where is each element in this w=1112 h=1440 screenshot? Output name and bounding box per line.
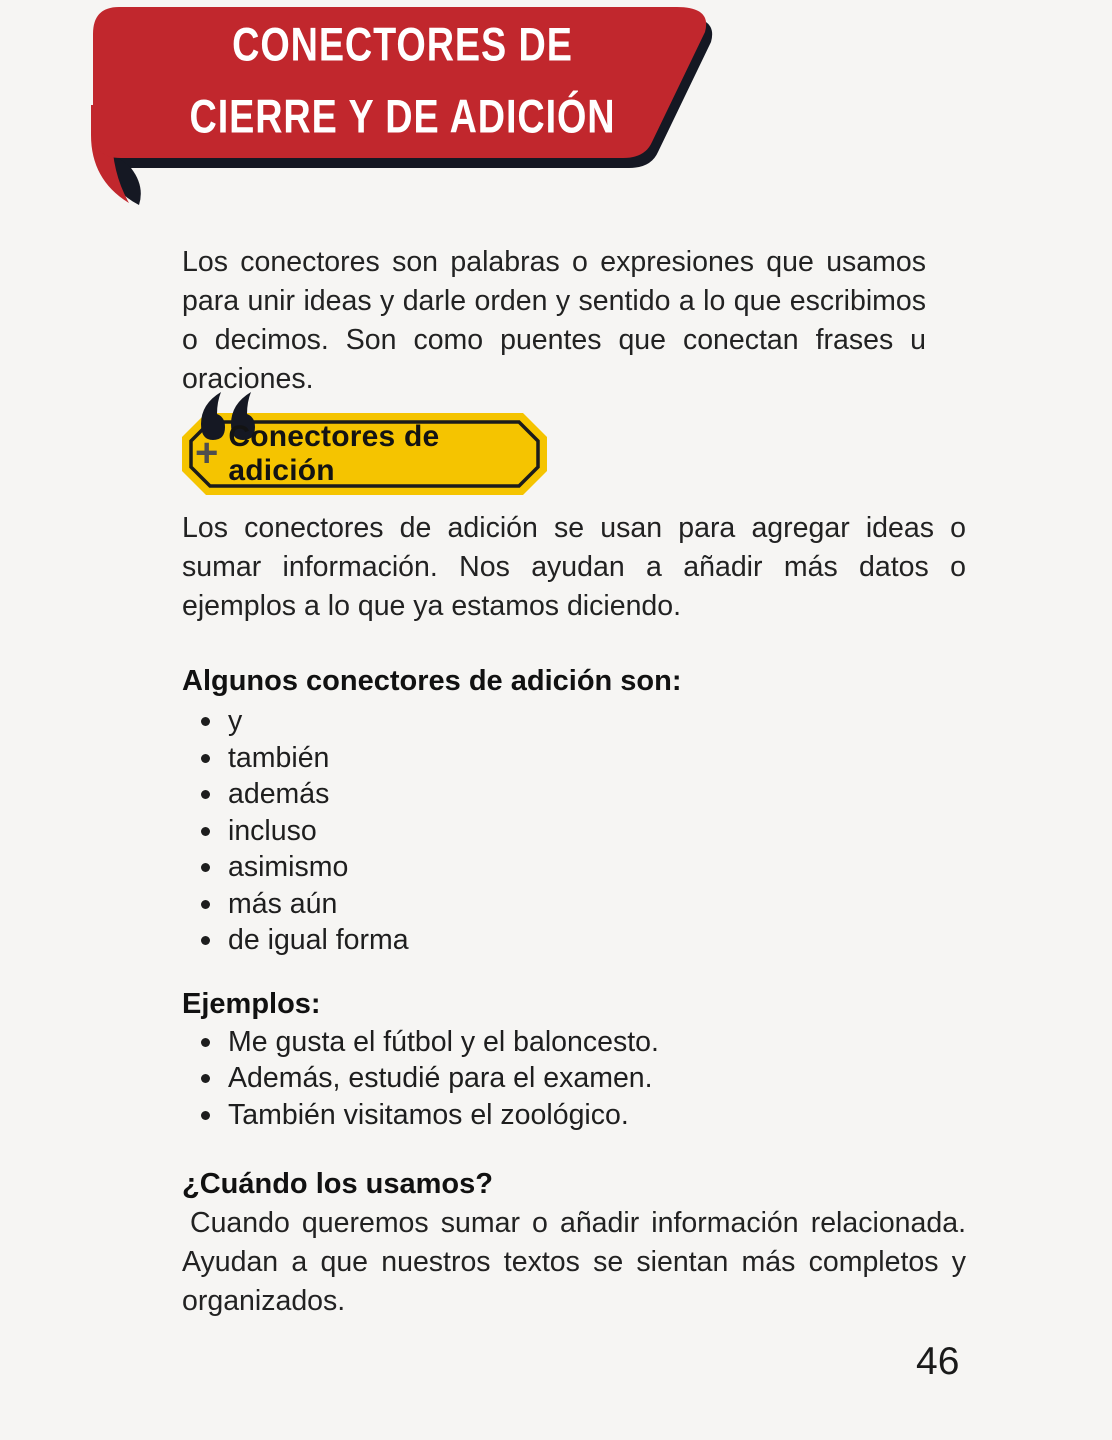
examples-list [182, 1024, 966, 1134]
list-item: más aún [182, 886, 966, 923]
content-column [182, 243, 966, 1321]
title-banner [85, 5, 720, 215]
list-item: además [182, 776, 966, 813]
banner-title-line1: CONECTORES DE [232, 18, 573, 71]
badge-content-row [182, 413, 547, 495]
page-number: 46 [916, 1340, 960, 1383]
intro-paragraph: Los conectores son palabras o expresiones que usamos para unir ideas y darle orden y sentido a lo que escribimos o decimos. Son como puentes que conectan frases u oraciones. [182, 246, 926, 395]
list-item: También visitamos el zoológico. [182, 1097, 966, 1134]
banner-title-line2: CIERRE Y DE ADICIÓN [189, 90, 616, 143]
list-item: y [182, 703, 966, 740]
list-item: Me gusta el fútbol y el baloncesto. [182, 1024, 966, 1061]
addition-connectors-badge [182, 413, 547, 495]
list-item: también [182, 740, 966, 777]
examples-heading: Ejemplos: [182, 987, 321, 1020]
connectors-list [182, 703, 966, 959]
badge-label: Conectores de adición [228, 420, 440, 487]
plus-icon: + [195, 431, 219, 475]
list-item: incluso [182, 813, 966, 850]
addition-paragraph: Los conectores de adición se usan para agregar ideas o sumar información. Nos ayudan a añadir más datos o ejemplos a lo que ya estamos diciendo. [182, 512, 966, 622]
list-item: de igual forma [182, 922, 966, 959]
list-item: Además, estudié para el examen. [182, 1060, 966, 1097]
usage-heading: ¿Cuándo los usamos? [182, 1168, 493, 1200]
usage-paragraph: Cuando queremos sumar o añadir información relacionada. Ayudan a que nuestros textos se sientan más completos y organizados. [182, 1207, 966, 1317]
connectors-heading: Algunos conectores de adición son: [182, 665, 682, 697]
list-item: asimismo [182, 849, 966, 886]
